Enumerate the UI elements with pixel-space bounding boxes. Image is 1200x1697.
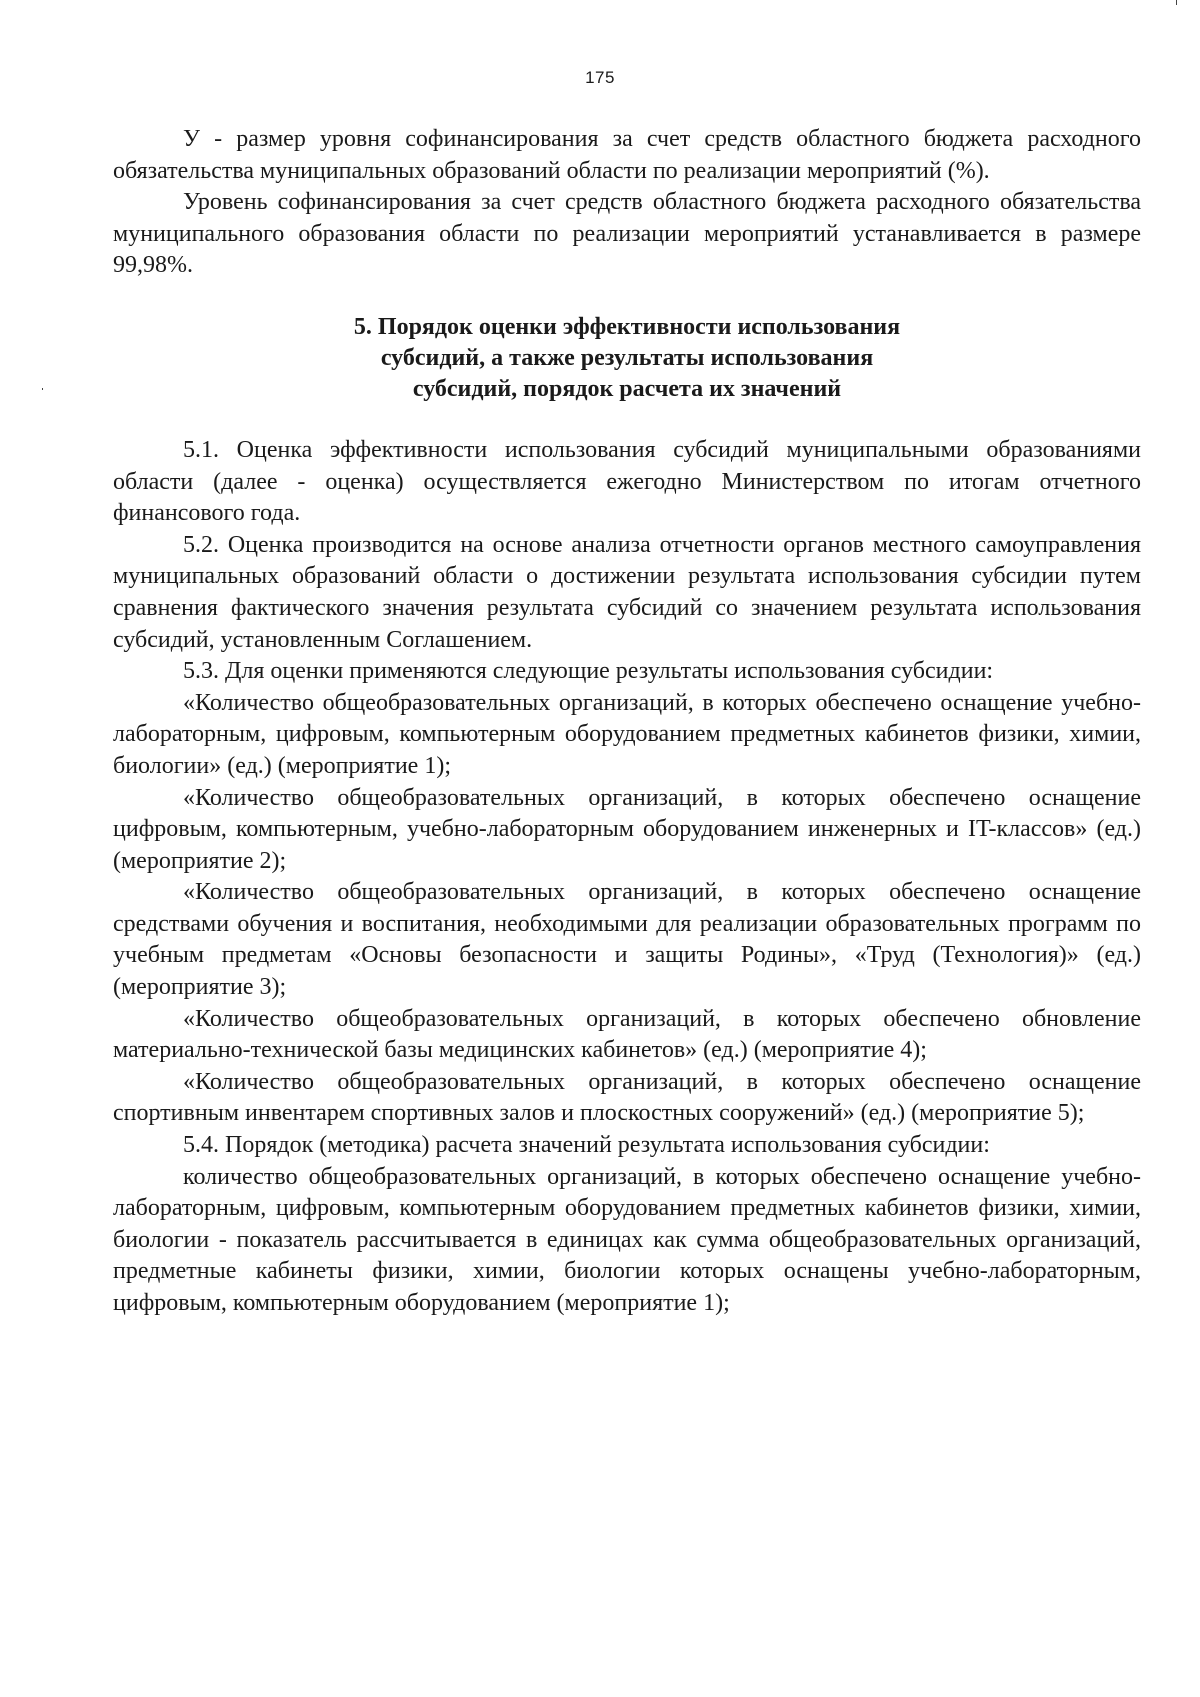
- scan-artifact-top-right: [1176, 0, 1177, 5]
- paragraph-5-4: 5.4. Порядок (методика) расчета значений результата использования субсидии:: [183, 1132, 990, 1159]
- result-item-1: «Количество общеобразовательных организаций, в которых обеспечено оснащение учебно-лабораторным, цифровым, компьютерным оборудованием предметных кабинетов физики, химии, биологии» (ед.) (мероприятие 1);: [113, 689, 1141, 779]
- scan-artifact-left-margin: [42, 388, 43, 390]
- result-item-4: «Количество общеобразовательных организаций, в которых обеспечено обновление материально-технической базы медицинских кабинетов» (ед.) (мероприятие 4);: [113, 1005, 1141, 1064]
- section-heading-line-3: субсидий, порядок расчета их значений: [412, 375, 842, 402]
- page-number: 175: [585, 68, 615, 87]
- result-item-3: «Количество общеобразовательных организаций, в которых обеспечено оснащение средствами обучения и воспитания, необходимыми для реализации образовательных программ по учебным предметам «Основы безопасности и защиты Родины», «Труд (Технология)» (ед.) (мероприятие 3);: [113, 879, 1141, 1001]
- section-heading-line-2: субсидий, а также результаты использования: [380, 344, 874, 371]
- paragraph-5-2: 5.2. Оценка производится на основе анализа отчетности органов местного самоуправления муниципальных образований области о достижении результата использования субсидии путем сравнения фактического значения результата субсидий со значением результата использования субсидий, установленным Соглашением.: [113, 531, 1141, 653]
- section-heading: [113, 312, 1141, 405]
- calculation-method-item-1: количество общеобразовательных организаций, в которых обеспечено оснащение учебно-лабораторным, цифровым, компьютерным оборудованием предметных кабинетов физики, химии, биологии - показатель рассчитывается в единицах как сумма общеобразовательных организаций, предметные кабинеты физики, химии, биологии которых оснащены учебно-лабораторным, цифровым, компьютерным оборудованием (мероприятие 1);: [113, 1163, 1141, 1316]
- paragraph-5-3: 5.3. Для оценки применяются следующие результаты использования субсидии:: [183, 658, 994, 685]
- result-item-2: «Количество общеобразовательных организаций, в которых обеспечено оснащение цифровым, компьютерным, учебно-лабораторным оборудованием инженерных и IT-классов» (ед.) (мероприятие 2);: [113, 784, 1141, 874]
- section-heading-line-1: 5. Порядок оценки эффективности использования: [353, 313, 901, 340]
- paragraph-sofinancing-level: Уровень софинансирования за счет средств областного бюджета расходного обязательства муниципального образования области по реализации мероприятий устанавливается в размере 99,98%.: [113, 189, 1141, 279]
- result-item-5: «Количество общеобразовательных организаций, в которых обеспечено оснащение спортивным инвентарем спортивных залов и плоскостных сооружений» (ед.) (мероприятие 5);: [113, 1068, 1141, 1127]
- document-body: [113, 124, 1141, 1320]
- paragraph-sofinancing-definition: У - размер уровня софинансирования за счет средств областного бюджета расходного обязательства муниципальных образований области по реализации мероприятий (%).: [113, 126, 1141, 184]
- paragraph-5-1: 5.1. Оценка эффективности использования субсидий муниципальными образованиями области (далее - оценка) осуществляется ежегодно Министерством по итогам отчетного финансового года.: [113, 436, 1141, 527]
